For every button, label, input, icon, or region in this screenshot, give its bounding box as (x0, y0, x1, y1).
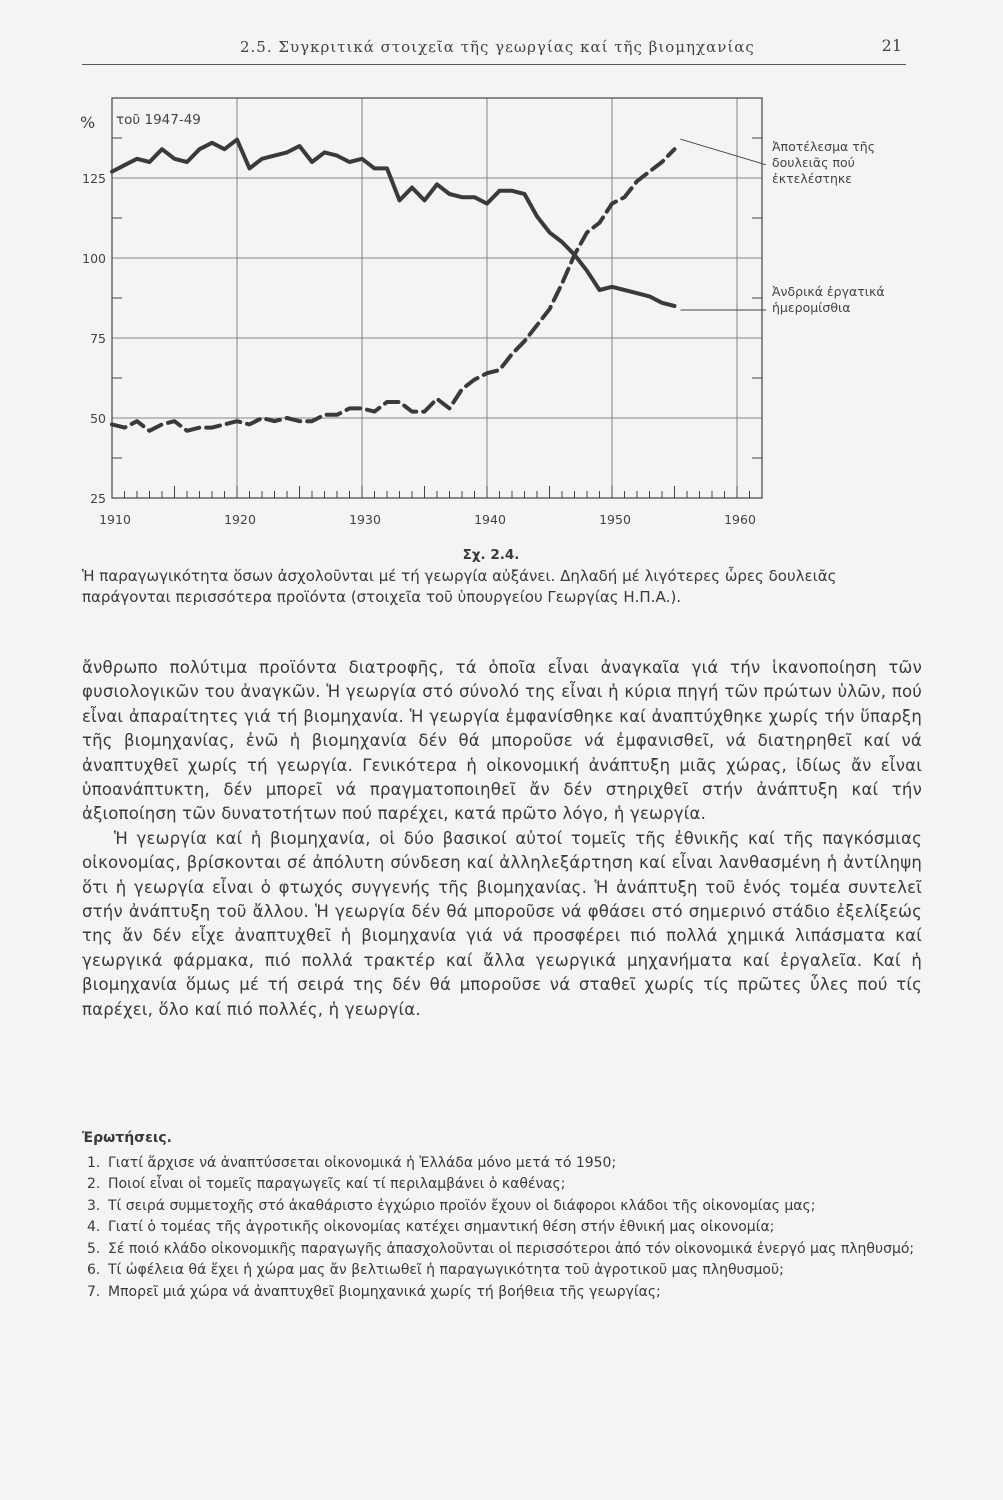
question-item (82, 1153, 922, 1175)
page-header (82, 34, 906, 65)
question-item (82, 1239, 922, 1261)
question-text: Μπορεῖ μιά χώρα νά ἀναπτυχθεῖ βιομηχανικά χωρίς τή βοήθεια τῆς γεωργίας; (108, 1283, 661, 1300)
paragraph: Ἡ γεωργία καί ἡ βιομηχανία, οἱ δύο βασικοί αὐτοί τομεῖς τῆς ἐθνικῆς καί τῆς παγκόσμιας οἰκονομίας, βρίσκονται σέ ἀπόλυτη σύνδεση καί ἀλληλεξάρτηση καί εἶναι λανθασμένη ἡ ἀντίληψη ὅτι ἡ γεωργία εἶναι ὁ φτωχός συγγενής τῆς βιομηχανίας. Ἡ ἀνάπτυξη τοῦ ἑνός τομέα συντελεῖ στήν ἀνάπτυξη τοῦ ἄλλου. Ἡ γεωργία δέν θά μποροῦσε νά φθάσει στό σημερινό στάδιο ἐξελίξεώς της ἄν δέν εἶχε ἀναπτυχθεῖ ἡ βιομηχανία γιά νά προσφέρει πιό πολλά χημικά λιπάσματα καί γεωργικά φάρμακα, πιό πολλά τρακτέρ καί ἄλλα γεωργικά μηχανήματα καί ἐργαλεῖα. Καί ἡ βιομηχανία ὅμως μέ τή σειρά της δέν θά μποροῦσε νά σταθεῖ χωρίς τίς πρῶτες ὖλες πού τίς παρέχει, ὅλο καί πιό πολλές, ἡ γεωργία. (82, 828, 922, 1019)
wages-series-line (112, 140, 675, 306)
annotation-label: Ἀνδρικά ἐργατικά (772, 284, 885, 299)
question-item (82, 1174, 922, 1196)
x-tick-label: 1920 (224, 512, 256, 527)
x-tick-label: 1910 (99, 512, 131, 527)
x-tick-label: 1950 (599, 512, 631, 527)
question-text: Τί ὠφέλεια θά ἔχει ἡ χώρα μας ἄν βελτιωθεῖ ἡ παραγωγικότητα τοῦ ἀγροτικοῦ μας πληθυσμοῦ; (108, 1262, 784, 1278)
annotation-leader (681, 139, 767, 165)
question-text: Ποιοί εἶναι οἱ τομεῖς παραγωγεῖς καί τί περιλαμβάνει ὁ καθένας; (108, 1176, 566, 1192)
figure-caption (82, 545, 922, 608)
question-text: Τί σειρά συμμετοχῆς στό ἀκαθάριστο ἐγχώριο προϊόν ἔχουν οἱ διάφοροι κλάδοι τῆς οἰκονομίας μας; (108, 1197, 816, 1214)
base-year-label: τοῦ 1947-49 (116, 112, 201, 128)
x-tick-label: 1930 (349, 512, 381, 527)
x-tick-label: 1960 (724, 512, 756, 527)
y-unit-label: % (80, 113, 96, 132)
question-item (82, 1282, 922, 1304)
question-number: 4. (87, 1219, 101, 1235)
questions-list (82, 1153, 922, 1304)
caption-text: Ἡ παραγωγικότητα ὅσων ἀσχολοῦνται μέ τή γεωργία αὐξάνει. Δηλαδή μέ λιγότερες ὧρες δουλειᾶς παράγονται περισσότερα προϊόντα (στοιχεῖα τοῦ ὑπουργείου Γεωργίας Η.Π.Α.). (82, 567, 837, 606)
paragraph: ἄνθρωπο πολύτιμα προϊόντα διατροφῆς, τά ὁποῖα εἶναι ἀναγκαῖα γιά τήν ἱκανοποίηση τῶν φυσιολογικῶν του ἀναγκῶν. Ἡ γεωργία στό σύνολό της εἶναι ἡ κύρια πηγή τῶν πρώτων ὑλῶν, πού εἶναι ἀπαραίτητες γιά τή βιομηχανία. Ἡ γεωργία ἐμφανίσθηκε καί ἀναπτύχθηκε χωρίς τήν ὕπαρξη τῆς βιομηχανίας, ἐνῶ ἡ βιομηχανία δέν θά μποροῦσε νά ἐμφανισθεῖ, νά διατηρηθεῖ καί νά ἀναπτυχθεῖ χωρίς τή γεωργία. Γενικότερα ἡ οἰκονομική ἀνάπτυξη μιᾶς χώρας, ἰδίως ἄν εἶναι ὑποανάπτυκτη, δέν μπορεῖ νά πραγματοποιηθεῖ ἄν δέν στηριχθεῖ στήν ἀνάπτυξη καί τήν ἀξιοποίηση τῶν δυνατοτήτων πού παρέχει, κατά πρῶτο λόγο, ἡ γεωργία. (82, 658, 922, 824)
question-number: 3. (87, 1197, 101, 1214)
section-title: 2.5. Συγκριτικά στοιχεῖα τῆς γεωργίας καί τῆς βιομηχανίας (240, 38, 755, 56)
question-text: Γιατί ἄρχισε νά ἀναπτύσσεται οἰκονομικά ἡ Ἑλλάδα μόνο μετά τό 1950; (108, 1154, 617, 1171)
annotation-label: ἐκτελέστηκε (772, 170, 853, 186)
output-series-line (112, 149, 675, 431)
question-number: 5. (87, 1240, 101, 1257)
annotation-label: Ἀποτέλεσμα τῆς (772, 138, 876, 154)
productivity-chart (0, 80, 1003, 540)
page-number: 21 (881, 36, 902, 55)
x-tick-label: 1940 (474, 512, 506, 527)
question-item (82, 1217, 922, 1239)
plot-frame (112, 98, 762, 498)
question-number: 6. (87, 1262, 101, 1278)
questions-section (82, 1128, 922, 1303)
question-item (82, 1260, 922, 1282)
question-number: 2. (87, 1176, 101, 1192)
question-text: Γιατί ὁ τομέας τῆς ἀγροτικῆς οἰκονομίας κατέχει σημαντική θέση στήν ἐθνική μας οἰκονομία; (108, 1219, 775, 1235)
y-tick-label: 75 (90, 331, 106, 346)
body-text (82, 656, 922, 1022)
question-number: 7. (87, 1283, 101, 1300)
annotation-label: δουλειᾶς πού (772, 154, 855, 170)
y-tick-label: 100 (82, 251, 106, 266)
figure-label: Σχ. 2.4. (462, 547, 520, 563)
y-tick-label: 50 (90, 411, 106, 426)
y-tick-label: 125 (82, 171, 106, 186)
questions-title: Ἐρωτήσεις. (82, 1130, 172, 1146)
question-item (82, 1196, 922, 1218)
annotation-label: ἡμερομίσθια (772, 300, 851, 315)
question-number: 1. (87, 1154, 101, 1171)
question-text: Σέ ποιό κλάδο οἰκονομικῆς παραγωγῆς ἀπασχολοῦνται οἱ περισσότεροι ἀπό τόν οἰκονομικά ἐνεργό μας πληθυσμό; (108, 1240, 915, 1257)
y-tick-label: 25 (90, 491, 106, 506)
